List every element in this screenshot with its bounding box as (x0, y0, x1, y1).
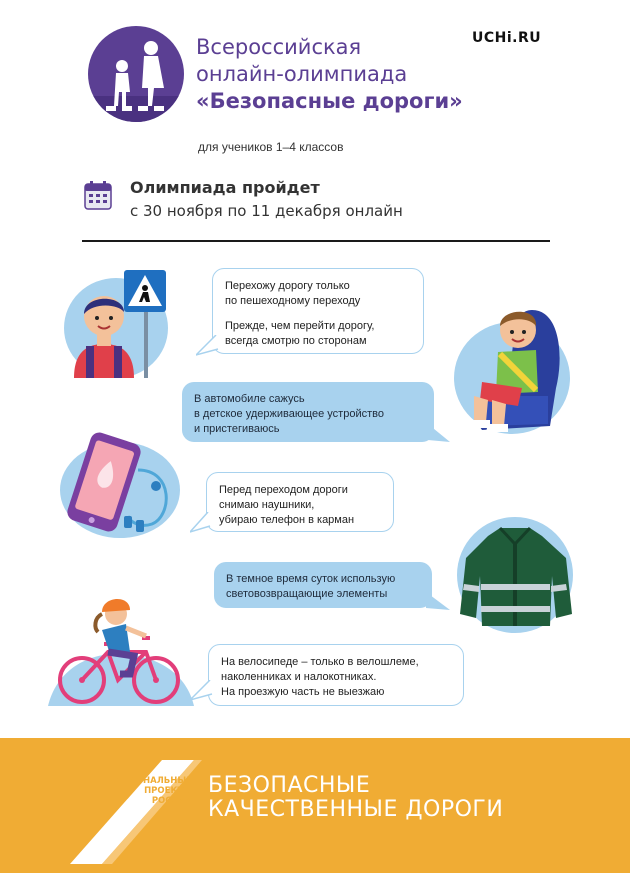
national-projects-text (100, 776, 192, 806)
tip-line: по пешеходному переходу (225, 295, 361, 307)
tip-line: На велосипеде – только в велошлеме, (221, 656, 419, 668)
brand-logo: UCHi.RU (472, 30, 542, 46)
tip-line: снимаю наушники, (219, 499, 315, 511)
tip-line: В темное время суток использую (226, 573, 396, 585)
np-line-2: ПРОЕКТЫ (144, 786, 192, 796)
divider (82, 240, 550, 242)
calendar-icon (84, 180, 112, 210)
pedestrians-logo-icon (88, 26, 184, 122)
np-line-3: РОССИИ (151, 796, 192, 806)
footer-title (208, 774, 503, 822)
title-line-2: онлайн-олимпиада (196, 62, 408, 86)
phone-headphones-illustration (56, 430, 186, 540)
boy-car-seat-illustration (452, 296, 570, 442)
bubble-tail (426, 592, 452, 612)
schedule-range: с 30 ноября по 11 декабря онлайн (130, 202, 403, 220)
title-line-1: Всероссийская (196, 35, 362, 59)
tip-bicycle-bubble (208, 644, 464, 706)
tip-line: Перед переходом дороги (219, 484, 348, 496)
tip-line: в детское удерживающее устройство (194, 408, 384, 420)
tip-line: Перехожу дорогу только (225, 280, 350, 292)
schedule-title: Олимпиада пройдет (130, 178, 320, 197)
title-line-3: «Безопасные дороги» (196, 89, 463, 113)
footer-title-line-2: КАЧЕСТВЕННЫЕ ДОРОГИ (208, 797, 504, 822)
boy-crosswalk-illustration (64, 266, 184, 382)
girl-bicycle-illustration (46, 592, 196, 708)
olympiad-title (196, 34, 463, 115)
tip-line: Прежде, чем перейти дорогу, (225, 320, 375, 332)
tip-headphones-bubble (206, 472, 394, 532)
tip-line: и пристегиваюсь (194, 423, 280, 435)
bubble-tail (428, 424, 452, 444)
reflective-jacket-illustration (454, 514, 576, 636)
tip-line: убираю телефон в карман (219, 514, 355, 526)
bubble-tail (190, 680, 214, 702)
tip-line: На проезжую часть не выезжаю (221, 686, 385, 698)
bubble-tail (196, 335, 220, 357)
national-projects-logo-icon (66, 752, 206, 866)
np-line-1: НАЦИОНАЛЬНЫЕ (107, 776, 192, 786)
tip-line: всегда смотрю по сторонам (225, 335, 367, 347)
tip-line: наколенниках и налокотниках. (221, 671, 377, 683)
tip-reflective-bubble (214, 562, 432, 608)
audience-subtitle: для учеников 1–4 классов (198, 140, 344, 154)
tip-car-seat-bubble (182, 382, 434, 442)
footer-title-line-1: БЕЗОПАСНЫЕ (208, 773, 371, 798)
tip-crosswalk-bubble (212, 268, 424, 354)
bubble-tail (190, 512, 214, 534)
tip-line: световозвращающие элементы (226, 588, 388, 600)
tip-line: В автомобиле сажусь (194, 393, 305, 405)
